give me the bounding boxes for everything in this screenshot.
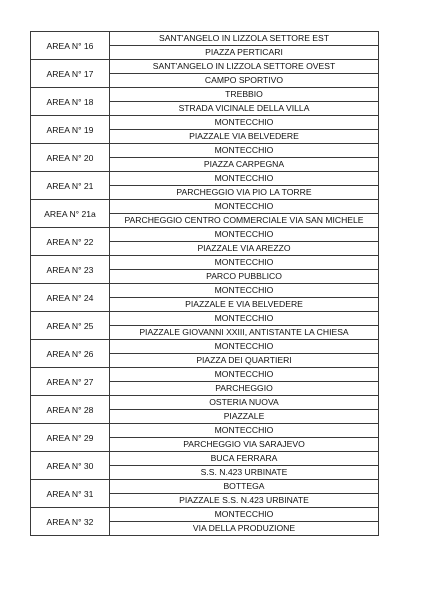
location-cell xyxy=(110,480,379,508)
location-cell xyxy=(110,88,379,116)
location-cell xyxy=(110,200,379,228)
locality-label: MONTECCHIO xyxy=(110,284,378,298)
table-row xyxy=(31,32,379,60)
location-cell xyxy=(110,172,379,200)
locality-label: MONTECCHIO xyxy=(110,144,378,158)
area-number-cell: AREA N° 29 xyxy=(31,424,110,452)
area-number-cell: AREA N° 30 xyxy=(31,452,110,480)
table-row xyxy=(31,508,379,536)
table-row xyxy=(31,284,379,312)
table-row xyxy=(31,172,379,200)
locality-label: MONTECCHIO xyxy=(110,508,378,522)
location-cell xyxy=(110,368,379,396)
place-label: PARCHEGGIO CENTRO COMMERCIALE VIA SAN MICHELE xyxy=(124,215,364,225)
locality-label: TREBBIO xyxy=(110,88,378,102)
locality-label: MONTECCHIO xyxy=(110,368,378,382)
locality-label: MONTECCHIO xyxy=(110,228,378,242)
locality-label: MONTECCHIO xyxy=(110,200,378,214)
table-row xyxy=(31,340,379,368)
place-label: STRADA VICINALE DELLA VILLA xyxy=(178,103,310,113)
table-row xyxy=(31,88,379,116)
location-cell xyxy=(110,228,379,256)
locality-label: MONTECCHIO xyxy=(110,312,378,326)
area-number-cell: AREA N° 28 xyxy=(31,396,110,424)
table-row xyxy=(31,424,379,452)
place-label: PARCO PUBBLICO xyxy=(206,271,282,281)
area-number-cell: AREA N° 18 xyxy=(31,88,110,116)
area-number-cell: AREA N° 17 xyxy=(31,60,110,88)
place-label: VIA DELLA PRODUZIONE xyxy=(192,523,296,533)
place-label: PARCHEGGIO VIA SARAJEVO xyxy=(183,439,305,449)
area-number-cell: AREA N° 25 xyxy=(31,312,110,340)
area-number-cell: AREA N° 22 xyxy=(31,228,110,256)
location-cell xyxy=(110,60,379,88)
location-cell xyxy=(110,144,379,172)
locality-label: BOTTEGA xyxy=(110,480,378,494)
area-number-cell: AREA N° 20 xyxy=(31,144,110,172)
locality-label: SANT'ANGELO IN LIZZOLA SETTORE EST xyxy=(110,32,378,46)
area-number-cell: AREA N° 31 xyxy=(31,480,110,508)
place-label: PARCHEGGIO xyxy=(215,383,273,393)
table-row xyxy=(31,312,379,340)
table-row xyxy=(31,368,379,396)
place-label: PIAZZALE S.S. N.423 URBINATE xyxy=(179,495,309,505)
locality-label: MONTECCHIO xyxy=(110,116,378,130)
location-cell xyxy=(110,32,379,60)
area-number-cell: AREA N° 16 xyxy=(31,32,110,60)
location-cell xyxy=(110,312,379,340)
table-row xyxy=(31,256,379,284)
table-row xyxy=(31,60,379,88)
location-cell xyxy=(110,116,379,144)
area-number-cell: AREA N° 26 xyxy=(31,340,110,368)
place-label: PIAZZALE GIOVANNI XXIII, ANTISTANTE LA CHIESA xyxy=(139,327,349,337)
area-number-cell: AREA N° 21 xyxy=(31,172,110,200)
area-number-cell: AREA N° 27 xyxy=(31,368,110,396)
location-cell xyxy=(110,284,379,312)
areas-table-body xyxy=(31,32,379,536)
table-row xyxy=(31,452,379,480)
location-cell xyxy=(110,256,379,284)
area-number-cell: AREA N° 23 xyxy=(31,256,110,284)
table-row xyxy=(31,200,379,228)
place-label: PIAZZA DEI QUARTIERI xyxy=(196,355,292,365)
locality-label: MONTECCHIO xyxy=(110,256,378,270)
place-label: PIAZZALE VIA AREZZO xyxy=(197,243,291,253)
place-label: PIAZZALE xyxy=(223,411,265,421)
locality-label: MONTECCHIO xyxy=(110,340,378,354)
locality-label: OSTERIA NUOVA xyxy=(110,396,378,410)
place-label: S.S. N.423 URBINATE xyxy=(200,467,288,477)
table-row xyxy=(31,116,379,144)
location-cell xyxy=(110,340,379,368)
area-number-cell: AREA N° 21a xyxy=(31,200,110,228)
table-row xyxy=(31,396,379,424)
locality-label: BUCA FERRARA xyxy=(110,452,378,466)
place-label: PIAZZA PERTICARI xyxy=(205,47,283,57)
place-label: PIAZZALE E VIA BELVEDERE xyxy=(185,299,303,309)
area-number-cell: AREA N° 32 xyxy=(31,508,110,536)
table-row xyxy=(31,228,379,256)
place-label: CAMPO SPORTIVO xyxy=(204,75,284,85)
location-cell xyxy=(110,452,379,480)
place-label: PIAZZA CARPEGNA xyxy=(203,159,285,169)
table-row xyxy=(31,480,379,508)
place-label: PARCHEGGIO VIA PIO LA TORRE xyxy=(176,187,312,197)
location-cell xyxy=(110,396,379,424)
locality-label: MONTECCHIO xyxy=(110,424,378,438)
table-row xyxy=(31,144,379,172)
place-label: PIAZZALE VIA BELVEDERE xyxy=(189,131,299,141)
locality-label: MONTECCHIO xyxy=(110,172,378,186)
area-number-cell: AREA N° 19 xyxy=(31,116,110,144)
area-number-cell: AREA N° 24 xyxy=(31,284,110,312)
location-cell xyxy=(110,508,379,536)
areas-table xyxy=(30,31,379,536)
location-cell xyxy=(110,424,379,452)
locality-label: SANT'ANGELO IN LIZZOLA SETTORE OVEST xyxy=(110,60,378,74)
